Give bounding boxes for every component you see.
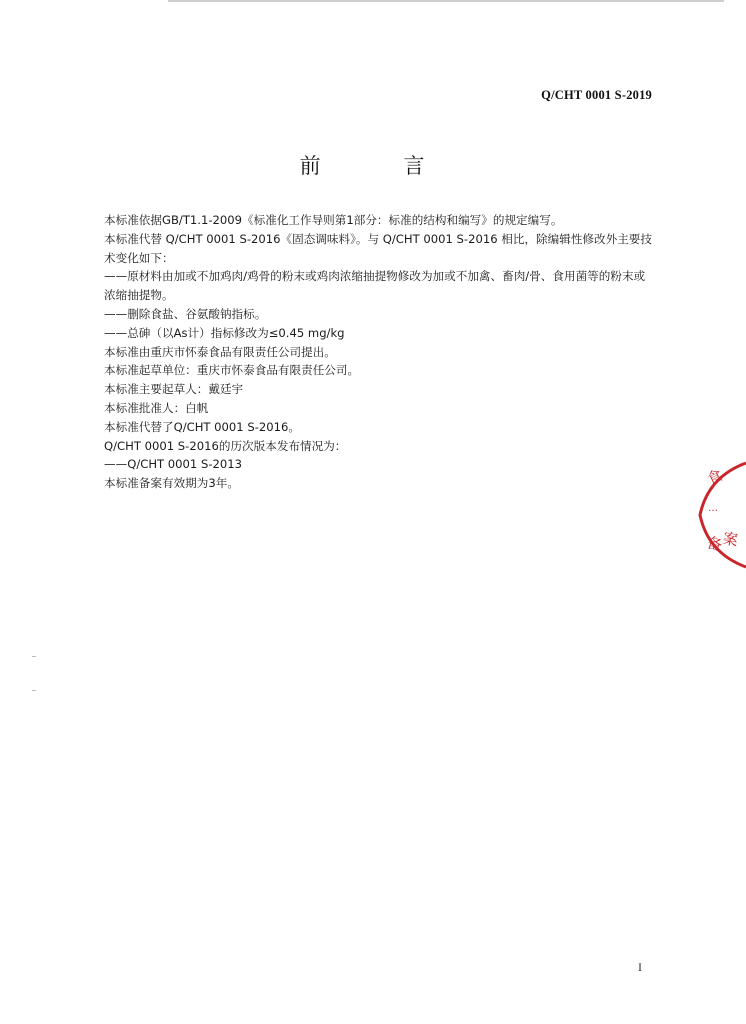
scan-speck [32,656,36,657]
paragraph-approver: 本标准批准人：白帆 [104,400,209,415]
standard-code: Q/CHT 0001 S-2019 [541,88,652,102]
svg-text:备: 备 [704,533,725,555]
paragraph-replaces: 本标准代替 Q/CHT 0001 S-2016《固态调味料》。与 Q/CHT 0001 S-2016 相比，除编辑性修改外主要技术变化如下： [104,231,652,265]
scan-speck [32,690,36,691]
scan-edge-line [168,0,724,2]
foreword-body [82,211,652,493]
paragraph-validity: 本标准备案有效期为3年。 [104,476,239,491]
paragraph-history: Q/CHT 0001 S-2016的历次版本发布情况为： [104,438,347,453]
paragraph-change-arsenic: ——总砷（以As计）指标修改为≤0.45 mg/kg [104,325,345,340]
page-number: I [638,960,642,974]
svg-text:食: 食 [704,465,726,489]
paragraph-drafter: 本标准主要起草人：戴廷宇 [104,382,244,397]
red-seal-stamp [686,455,746,575]
paragraph-change-salt: ——删除食盐、谷氨酸钠指标。 [104,306,267,321]
paragraph-change-materials: ——原材料由加或不加鸡肉/鸡骨的粉末或鸡肉浓缩抽提物修改为加或不加禽、畜肉/骨、食用菌等的粉末或浓缩抽提物。 [104,269,646,303]
svg-text:案: 案 [721,529,740,550]
paragraph-basis: 本标准依据GB/T1.1-2009《标准化工作导则第1部分：标准的结构和编写》的规定编写。 [104,213,563,227]
svg-text:…: … [708,503,718,514]
paragraph-history-item: ——Q/CHT 0001 S-2013 [104,457,243,472]
paragraph-proposer: 本标准由重庆市怀泰食品有限责任公司提出。 [104,344,336,359]
paragraph-replaced: 本标准代替了Q/CHT 0001 S-2016。 [104,419,301,434]
page-title: 前 言 [299,154,463,178]
paragraph-drafting-unit: 本标准起草单位：重庆市怀泰食品有限责任公司。 [104,363,360,378]
